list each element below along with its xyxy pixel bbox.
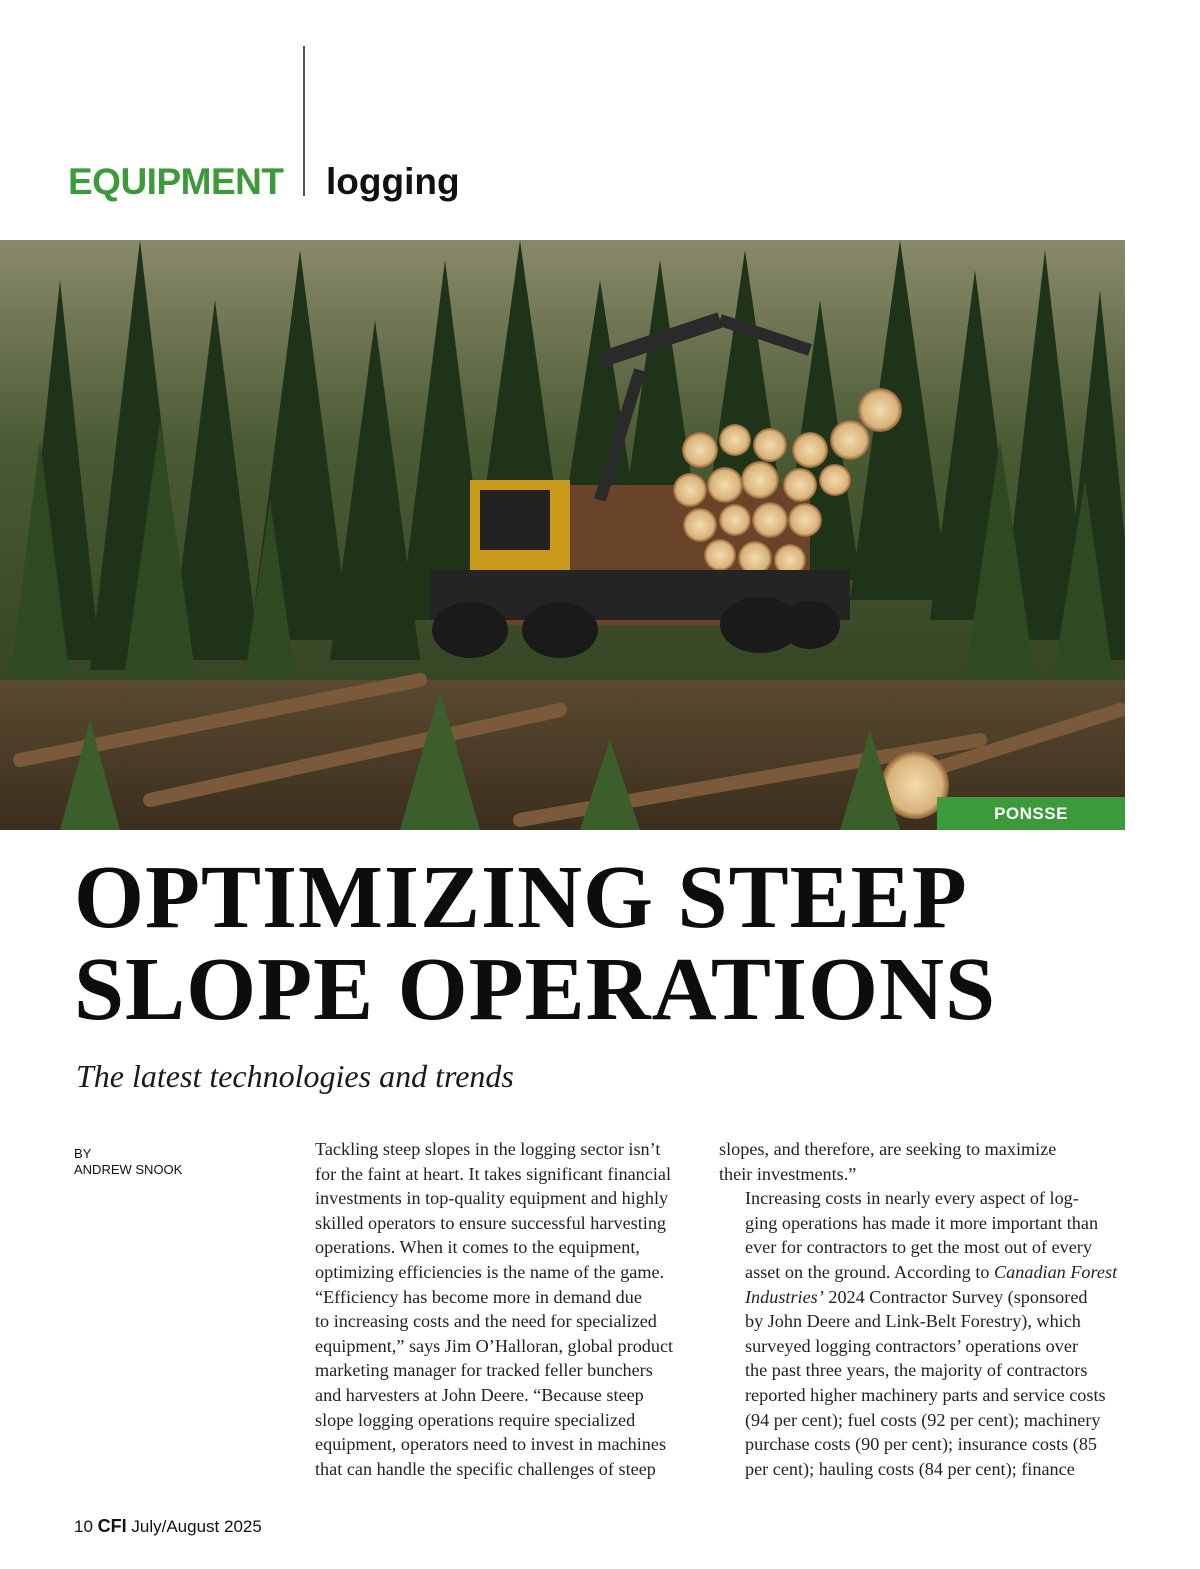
text-run: 2024 Contractor Survey (sponsored xyxy=(823,1286,1088,1307)
text-line: equipment,” says Jim O’Halloran, global product xyxy=(315,1335,674,1356)
text-line: ging operations has made it more important than xyxy=(745,1212,1099,1233)
text-line: per cent); hauling costs (84 per cent); finance xyxy=(745,1458,1075,1479)
headline-line: SLOPE OPERATIONS xyxy=(74,940,997,1039)
magazine-name: CFI xyxy=(97,1516,127,1536)
text-line: Increasing costs in nearly every aspect of log- xyxy=(745,1188,1079,1209)
page-footer xyxy=(74,1516,262,1537)
paragraph xyxy=(719,1186,1131,1481)
paragraph xyxy=(289,1285,701,1482)
paragraph xyxy=(289,1137,701,1285)
text-line: marketing manager for tracked feller bunchers xyxy=(315,1360,653,1381)
text-line: the past three years, the majority of contractors xyxy=(745,1360,1088,1381)
headline-line: OPTIMIZING STEEP xyxy=(74,848,968,947)
text-run: asset on the ground. According to xyxy=(745,1261,990,1282)
text-line: for the faint at heart. It takes significant financial xyxy=(315,1163,672,1184)
hero-photo xyxy=(0,240,1125,830)
paragraph xyxy=(719,1137,1131,1186)
section-header xyxy=(0,0,1200,230)
subsection-label: logging xyxy=(326,161,460,202)
text-line xyxy=(719,1260,1131,1285)
dek: The latest technologies and trends xyxy=(76,1058,514,1094)
text-line: slope logging operations require specialized xyxy=(315,1409,636,1430)
text-line: operations. When it comes to the equipment, xyxy=(315,1237,640,1258)
photo-credit: PONSSE xyxy=(937,797,1125,830)
headline xyxy=(74,848,1184,1039)
section-label: EQUIPMENT xyxy=(68,161,284,202)
text-line: to increasing costs and the need for specialized xyxy=(315,1311,657,1332)
text-line: (94 per cent); fuel costs (92 per cent); machinery xyxy=(745,1409,1101,1430)
text-line: ever for contractors to get the most out of every xyxy=(745,1237,1092,1258)
text-line: and harvesters at John Deere. “Because steep xyxy=(315,1384,644,1405)
text-line: Tackling steep slopes in the logging sector isn’t xyxy=(315,1139,661,1159)
text-line: their investments.” xyxy=(719,1163,857,1184)
forwarder-photo-illustration xyxy=(0,240,1125,830)
body-column-1 xyxy=(289,1137,701,1481)
text-line: reported higher machinery parts and service costs xyxy=(745,1384,1106,1405)
text-line: slopes, and therefore, are seeking to maximize xyxy=(719,1139,1057,1159)
text-line: purchase costs (90 per cent); insurance costs (85 xyxy=(745,1434,1098,1455)
text-line: by John Deere and Link-Belt Forestry), which xyxy=(745,1311,1081,1332)
page-number: 10 xyxy=(74,1517,93,1536)
publication-title: Canadian Forest xyxy=(994,1261,1118,1282)
issue-date: July/August 2025 xyxy=(131,1517,262,1536)
text-line: surveyed logging contractors’ operations over xyxy=(745,1335,1078,1356)
text-line: “Efficiency has become more in demand due xyxy=(315,1286,642,1307)
byline xyxy=(74,1146,182,1178)
text-line xyxy=(719,1285,1131,1310)
text-line: skilled operators to ensure successful harvesting xyxy=(315,1212,667,1233)
header-divider xyxy=(303,46,305,196)
text-line: equipment, operators need to invest in machines xyxy=(315,1434,667,1455)
byline-prefix: BY xyxy=(74,1146,92,1161)
text-line: that can handle the specific challenges of steep xyxy=(315,1458,656,1479)
body-column-2 xyxy=(719,1137,1131,1481)
publication-title: Industries’ xyxy=(745,1286,824,1307)
text-line: optimizing efficiencies is the name of the game. xyxy=(315,1261,665,1282)
author-name: ANDREW SNOOK xyxy=(74,1162,183,1177)
text-line: investments in top-quality equipment and highly xyxy=(315,1188,669,1209)
